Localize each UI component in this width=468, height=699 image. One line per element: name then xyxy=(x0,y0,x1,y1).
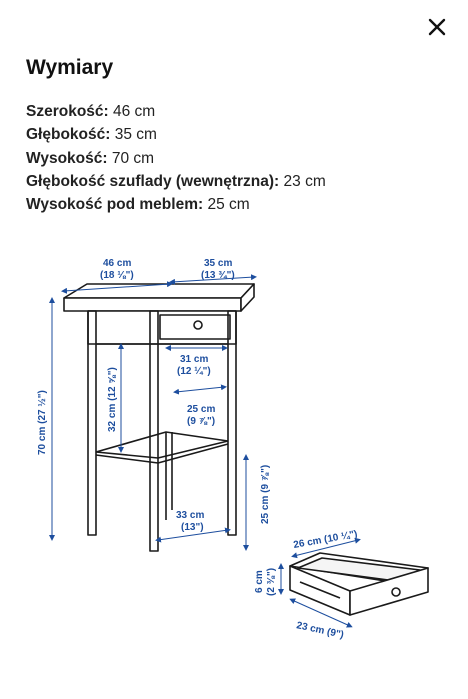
spec-depth xyxy=(26,123,326,146)
under-height-label: 25 cm (9 ⅞") xyxy=(260,464,271,524)
width-in-label: (18 ⅛") xyxy=(100,270,134,281)
dimension-diagram xyxy=(0,240,468,699)
shelf-width-in-label: (13") xyxy=(181,522,204,533)
page-title: Wymiary xyxy=(26,56,114,79)
shelf-width-cm-label: 33 cm xyxy=(176,510,205,521)
inner-depth-cm-label: 31 cm xyxy=(180,354,209,365)
inner-height-label: 32 cm (12 ⅝") xyxy=(107,367,118,432)
depth-in-label: (13 ¾") xyxy=(201,270,235,281)
height-label: 70 cm (27 ½") xyxy=(37,390,48,455)
spec-label: Wysokość: xyxy=(26,149,108,167)
spec-label: Wysokość pod meblem: xyxy=(26,196,204,214)
spec-label: Głębokość: xyxy=(26,126,111,144)
shelf-depth-cm-label: 25 cm xyxy=(187,404,216,415)
drawer-width-label: 26 cm (10 ¼") xyxy=(292,528,359,551)
spec-height xyxy=(26,147,326,170)
drawer-drawing xyxy=(290,553,428,615)
spec-value: 23 cm xyxy=(279,172,326,190)
spec-value: 70 cm xyxy=(107,149,155,167)
close-icon[interactable] xyxy=(424,14,450,40)
spec-drawer-depth xyxy=(26,170,326,193)
nightstand-drawing xyxy=(64,284,254,551)
inner-depth-in-label: (12 ¼") xyxy=(177,366,211,377)
spec-label: Szerokość: xyxy=(26,103,109,120)
drawer-height-in-label: (2 ⅜") xyxy=(266,567,277,596)
spec-value: 46 cm xyxy=(108,103,156,120)
spec-label: Głębokość szuflady (wewnętrzna): xyxy=(26,172,280,190)
spec-value: 35 cm xyxy=(110,126,157,144)
drawer-height-cm-label: 6 cm xyxy=(254,570,265,593)
width-cm-label: 46 cm xyxy=(103,258,132,269)
shelf-depth-in-label: (9 ⅞") xyxy=(187,416,216,427)
spec-value: 25 cm xyxy=(203,196,250,214)
spec-list xyxy=(26,100,326,216)
spec-underside-height xyxy=(26,193,326,216)
depth-cm-label: 35 cm xyxy=(204,258,233,269)
spec-width xyxy=(26,100,326,123)
drawer-depth-label: 23 cm (9") xyxy=(295,620,345,641)
